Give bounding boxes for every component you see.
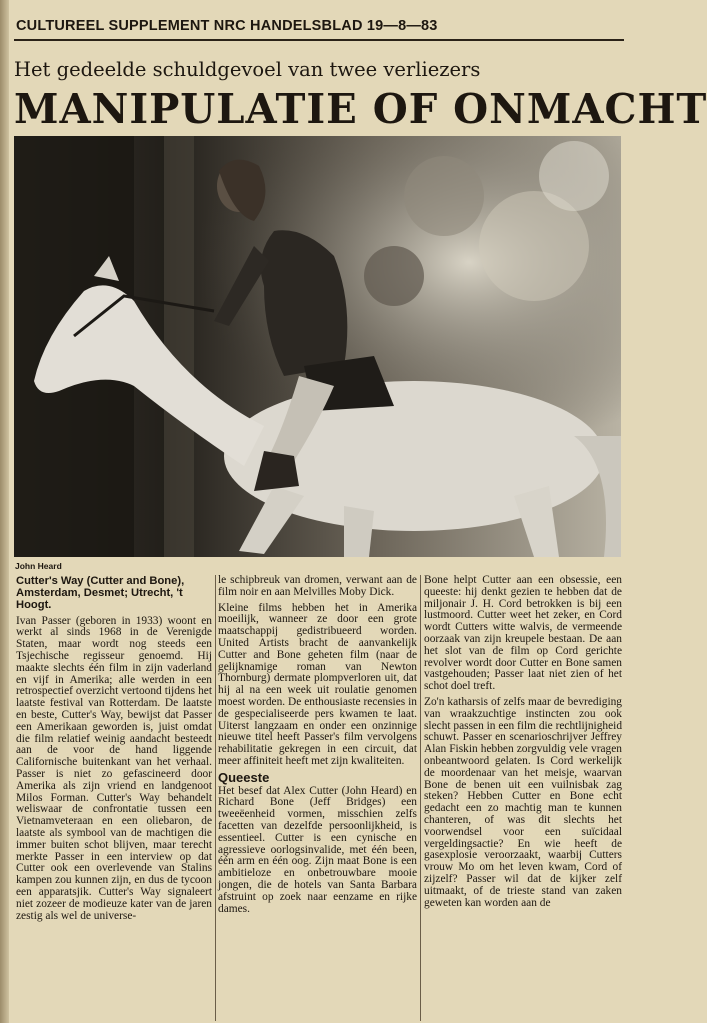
column-divider-2 <box>420 575 421 1021</box>
article-column-2 <box>218 575 417 1021</box>
column-3-paragraph-1: Bone helpt Cutter aan een obsessie, een queeste: hij denkt gezien te hebben dat de miljonair J. H. Cord betrokken is bij een lustmoord. Cutter weet het zeker, en Cord wordt Cutters witte walvis, de vermeende oorzaak van zijn kreupele bestaan. De aan het slot van de film op Cord gerichte revolver wordt door Cutter en Bone samen vastgehouden; Passer laat niet zien of het schot doel treft. <box>424 574 622 693</box>
article-headline: MANIPULATIE OF ONMACHT <box>14 85 707 133</box>
column-divider-1 <box>215 575 216 1021</box>
column-2-paragraph-2: Kleine films hebben het in Amerika moeilijk, wanneer ze door een grote maatschappij gedistribueerd worden. United Artists bracht de aanvankelijk Cutter and Bone geheten film (naar de gelijknamige roman van Newton Thornburg) dermate plompverloren uit, dat hij al na een week uit roulatie genomen moest worden. De enthousiaste recensies in de gespecialiseerde pers kwamen te laat. Uiterst langzaam en onder een onzinnige nieuwe titel heeft Passer's film vervolgens rehabilitatie gekregen in een circuit, dat meer affiniteit heeft met zijn kwaliteiten. <box>218 601 417 767</box>
binding-gutter <box>0 0 9 1023</box>
page-header: CULTUREEL SUPPLEMENT NRC HANDELSBLAD 19—8—83 <box>16 18 438 34</box>
column-2-paragraph-1: le schipbreuk van dromen, verwant aan de film noir en aan Melvilles Moby Dick. <box>218 574 417 598</box>
column-3-paragraph-2: Zo'n katharsis of zelfs maar de bevrediging van wraakzuchtige instincten zou ook slecht passen in een film die rechtlijnigheid schuwt. Passer en scenarioschrijver Jeffrey Alan Fiskin hebben zorgvuldig vele vragen onbeantwoord gelaten. Is Cord werkelijk de moordenaar van het meisje, waarvan Bone de benen uit een vuilnisbak zag steken? Hebben Cutter en Bone echt gedacht een zo machtig man te kunnen chanteren, of was dit slechts het voorwendsel voor een suïcidaal vergeldingsactie? En wie heeft de gasexplosie veroorzaakt, waarbij Cutters vrouw Mo om het leven kwam, Cord of zijzelf? Passer wil dat de kijker zelf uitmaakt, of de trieste stand van zaken geweten kan worden aan de <box>424 695 623 909</box>
column-1-paragraph: Ivan Passer (geboren in 1933) woont en werkt al sinds 1968 in de Verenigde Staten, maar wordt nog steeds een Tsjechische regisseur genoemd. Hij maakte slechts één film in zijn vaderland en vijf in Amerika; alle werden in een retrospectief overzicht vertoond tijdens het laatste festival van Rotterdam. De laatste en beste, Cutter's Way, bewijst dat Passer een Amerikaan geworden is, juist omdat die film relatief weinig aandacht besteedt aan de voor de hand liggende Californische buitenkant van het verhaal. Passer is niet zo gefascineerd door Amerika als zijn vriend en landgenoot Milos Forman. Cutter's Way behandelt weliswaar de confrontatie tussen een Vietnamveteraan en een oliebaron, de laatste als symbool van de machtigen die immer buiten schot blijven, maar terecht merkte Passer in een interview op dat Cutter ook een overlevende van Stalins kampen zou kunnen zijn, en dus de tycoon een apparatsjik. Cutter's Way signaleert niet zozeer de modieuze kater van de jaren zestig als wel de universe- <box>16 614 212 922</box>
section-subhead: Queeste <box>218 769 270 785</box>
article-column-1 <box>16 575 212 1021</box>
column-2-paragraph-3: Het besef dat Alex Cutter (John Heard) en Richard Bone (Jeff Bridges) een tweeëenheid vormen, misschien zelfs facetten van dezelfde persoonlijkheid, is essentieel. Cutter is een cynische en agressieve oorlogsinvalide, met één been, één arm en één oog. Zijn maat Bone is een ambitieloze en onbetrouwbare mooie jongen, die de hotels van Santa Barbara afstruint op zoek naar eenzame en rijke dames. <box>218 784 417 915</box>
article-subtitle: Het gedeelde schuldgevoel van twee verliezers <box>14 58 481 81</box>
article-photo <box>14 136 621 557</box>
article-lead: Cutter's Way (Cutter and Bone), Amsterdam, Desmet; Utrecht, 't Hoogt. <box>16 575 185 612</box>
header-rule <box>14 39 624 41</box>
article-column-3 <box>424 575 622 1021</box>
photo-caption: John Heard <box>15 561 62 571</box>
horse-rider-photo-illustration <box>14 136 621 557</box>
